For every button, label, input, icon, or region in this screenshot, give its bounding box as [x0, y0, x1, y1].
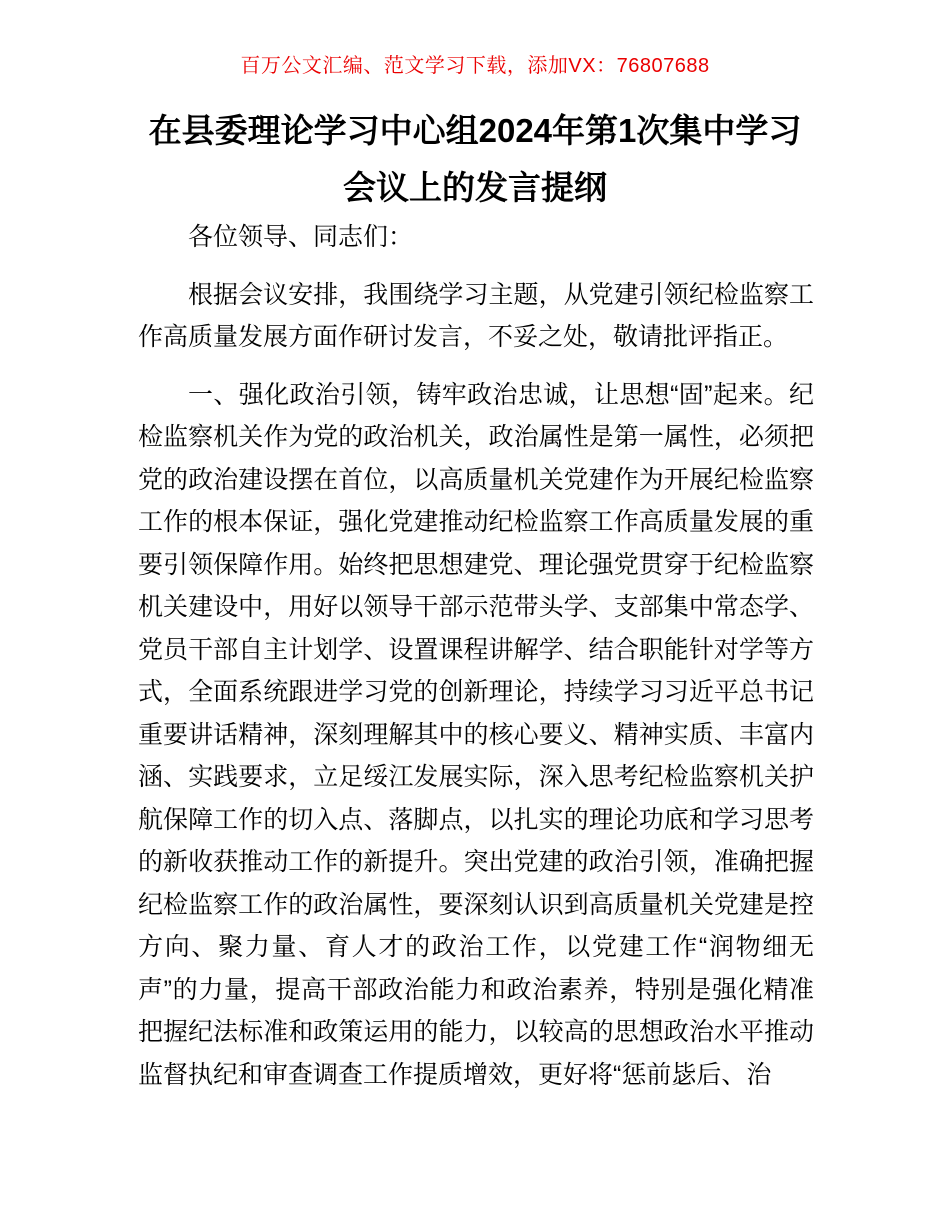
- section-1-paragraph: 一、强化政治引领，铸牢政治忠诚，让思想“固”起来。纪检监察机关作为党的政治机关，政治属性是第一属性，必须把党的政治建设摆在首位，以高质量机关党建作为开展纪检监察工作的根本保证，强化党建推动纪检监察工作高质量发展的重要引领保障作用。始终把思想建党、理论强党贯穿于纪检监察机关建设中，用好以领导干部示范带头学、支部集中常态学、党员干部自主计划学、设置课程讲解学、结合职能针对学等方式，全面系统跟进学习党的创新理论，持续学习习近平总书记重要讲话精神，深刻理解其中的核心要义、精神实质、丰富内涵、实践要求，立足绥江发展实际，深入思考纪检监察机关护航保障工作的切入点、落脚点，以扎实的理论功底和学习思考的新收获推动工作的新提升。突出党建的政治引领，准确把握纪检监察工作的政治属性，要深刻认识到高质量机关党建是控方向、聚力量、育人才的政治工作，以党建工作“润物细无声”的力量，提高干部政治能力和政治素养，特别是强化精准把握纪法标准和政策运用的能力，以较高的思想政治水平推动监督执纪和审查调查工作提质增效，更好将“惩前毖后、治: [138, 380, 814, 1089]
- promo-banner-text: 百万公文汇编、范文学习下载，添加VX：76807688: [240, 55, 710, 77]
- document-body: [138, 216, 814, 1096]
- document-title: 在县委理论学习中心组2024年第1次集中学习会议上的发言提纲: [148, 112, 802, 206]
- intro-paragraph: 根据会议安排，我围绕学习主题，从党建引领纪检监察工作高质量发展方面作研讨发言，不妥之处，敬请批评指正。: [138, 280, 814, 351]
- greeting-paragraph: 各位领导、同志们：: [188, 223, 414, 251]
- promo-banner: [0, 52, 950, 80]
